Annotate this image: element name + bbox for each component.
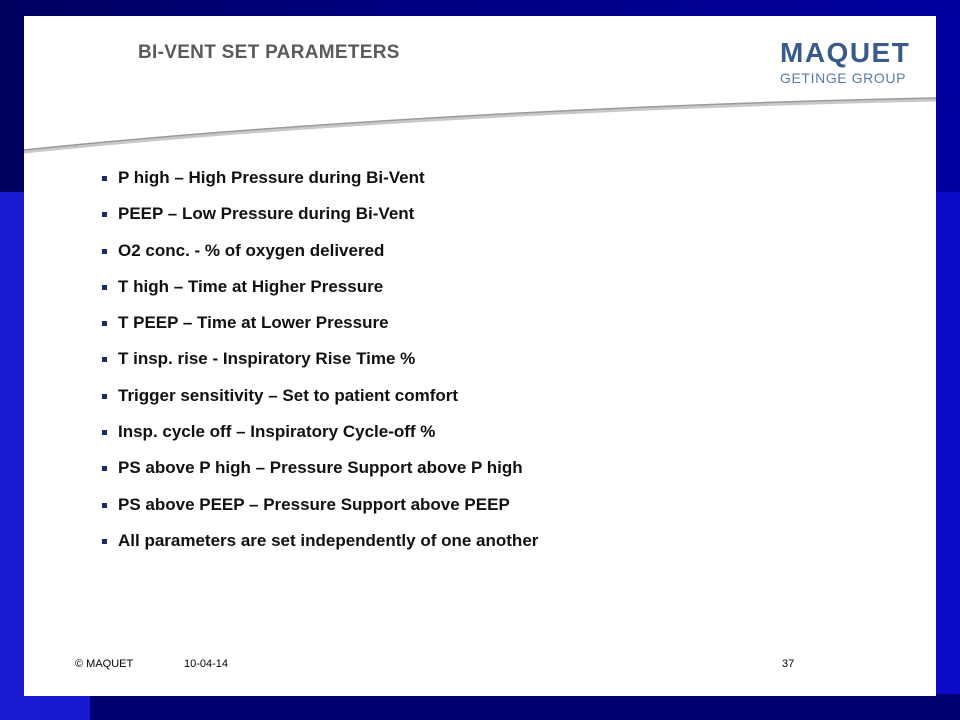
list-item-text: P high – High Pressure during Bi-Vent <box>118 168 425 187</box>
list-item <box>102 241 538 277</box>
logo-subtitle: GETINGE GROUP <box>780 70 907 86</box>
list-item <box>102 458 538 494</box>
bullet-square-icon <box>102 503 107 508</box>
list-item <box>102 349 538 385</box>
list-item-text: All parameters are set independently of one another <box>118 530 539 550</box>
footer-date: 10-04-14 <box>184 658 229 670</box>
bullet-square-icon <box>102 176 107 181</box>
list-item-text: T high – Time at Higher Pressure <box>118 276 384 296</box>
list-item-text: O2 conc. - % of oxygen delivered <box>118 240 385 260</box>
list-item-text: PS above PEEP – Pressure Support above PEEP <box>118 494 510 514</box>
header-divider-curve <box>24 86 936 166</box>
header-divider-curve-line <box>24 98 936 150</box>
list-item <box>102 204 538 240</box>
list-item-text: PS above P high – Pressure Support above P high <box>118 458 523 478</box>
maquet-logo <box>780 38 920 86</box>
slide-title: BI-VENT SET PARAMETERS <box>138 42 400 63</box>
bullet-square-icon <box>102 394 107 399</box>
list-item <box>102 313 538 349</box>
bullet-square-icon <box>102 357 107 362</box>
bullet-square-icon <box>102 285 107 290</box>
bullet-square-icon <box>102 430 107 435</box>
bullet-square-icon <box>102 212 107 217</box>
list-item-text: Insp. cycle off – Inspiratory Cycle-off % <box>118 422 436 442</box>
bullet-square-icon <box>102 249 107 254</box>
footer-copyright: © MAQUET <box>75 658 134 670</box>
list-item-text: T PEEP – Time at Lower Pressure <box>118 313 389 333</box>
list-item-text: PEEP – Low Pressure during Bi-Vent <box>118 204 415 224</box>
list-item <box>102 531 538 567</box>
header-divider-curve-shadow <box>24 100 936 152</box>
parameter-list <box>102 168 538 567</box>
list-item <box>102 422 538 458</box>
list-item <box>102 168 538 204</box>
bullet-square-icon <box>102 539 107 544</box>
list-item-text: Trigger sensitivity – Set to patient comfort <box>118 385 459 405</box>
bullet-square-icon <box>102 321 107 326</box>
slide <box>24 16 936 696</box>
list-item-text: T insp. rise - Inspiratory Rise Time % <box>118 349 416 369</box>
list-item <box>102 495 538 531</box>
footer-page-number: 37 <box>782 658 795 670</box>
logo-name: MAQUET <box>780 37 911 68</box>
list-item <box>102 277 538 313</box>
background-bottom-stripe <box>90 694 960 720</box>
list-item <box>102 386 538 422</box>
bullet-square-icon <box>102 466 107 471</box>
